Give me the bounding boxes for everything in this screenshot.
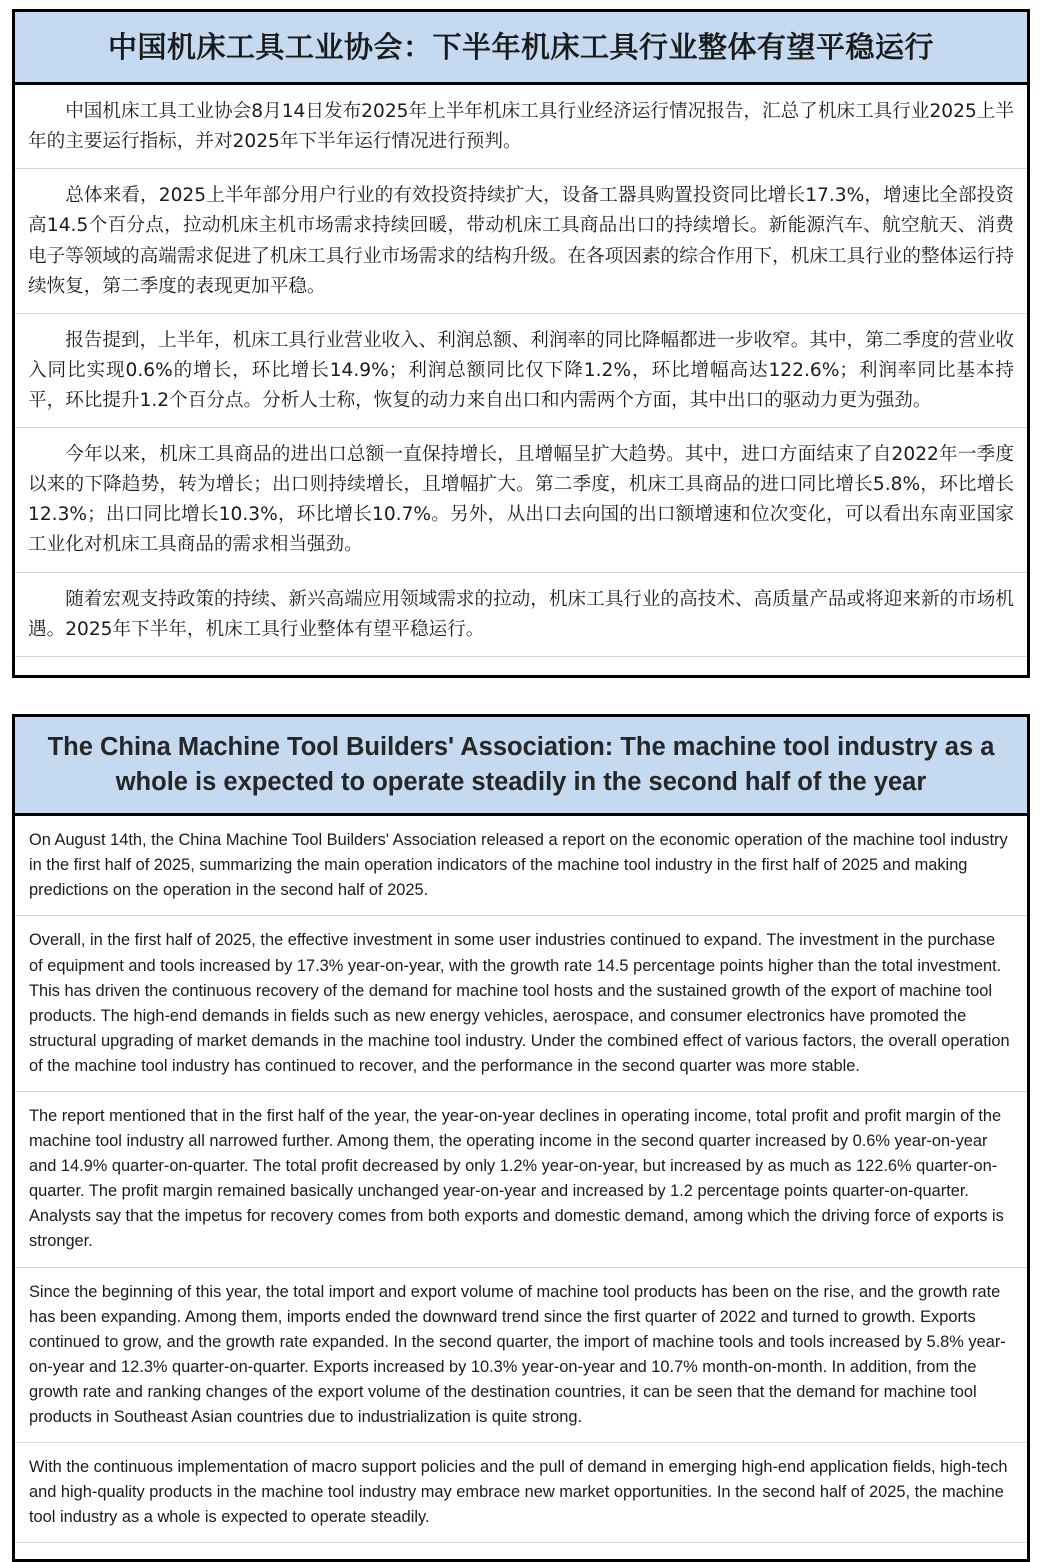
english-paragraph: The report mentioned that in the first half of the year, the year-on-year declines in operating income, total profit and profit margin of the machine tool industry all narrowed further. Among them, the operating income in the second quarter increased by 0.6% year-on-year and 14.9% quarter-on-quarter. The total profit decreased by only 1.2% year-on-year, but increased by as much as 122.6% quarter-on-quarter. The profit margin remained basically unchanged year-on-year and increased by 1.2 percentage points quarter-on-quarter. Analysts say that the impetus for recovery comes from both exports and domestic demand, among which the driving force of exports is stronger. — [15, 1092, 1027, 1268]
english-paragraph: With the continuous implementation of macro support policies and the pull of demand in emerging high-end application fields, high-tech and high-quality products in the machine tool industry may embrace new market opportunities. In the second half of 2025, the machine tool industry as a whole is expected to operate steadily. — [15, 1443, 1027, 1543]
chinese-body-trailing-space — [15, 657, 1027, 675]
chinese-paragraph: 今年以来，机床工具商品的进出口总额一直保持增长，且增幅呈扩大趋势。其中，进口方面结束了自2022年一季度以来的下降趋势，转为增长；出口则持续增长，且增幅扩大。第二季度，机床工具商品的进口同比增长5.8%，环比增长12.3%；出口同比增长10.3%，环比增长10.7%。另外，从出口去向国的出口额增速和位次变化，可以看出东南亚国家工业化对机床工具商品的需求相当强劲。 — [15, 428, 1027, 572]
english-paragraph: On August 14th, the China Machine Tool Builders' Association released a report on the economic operation of the machine tool industry in the first half of 2025, summarizing the main operation indicators of the machine tool industry in the first half of 2025 and making predictions on the operation in the second half of 2025. — [15, 816, 1027, 916]
chinese-article-title: 中国机床工具工业协会：下半年机床工具行业整体有望平稳运行 — [15, 12, 1027, 85]
english-body-trailing-space — [15, 1543, 1027, 1559]
english-paragraph: Since the beginning of this year, the total import and export volume of machine tool products has been on the rise, and the growth rate has been expanding. Among them, imports ended the downward trend since the first quarter of 2022 and turned to growth. Exports continued to grow, and the growth rate expanded. In the second quarter, the import of machine tools and tools increased by 5.8% year-on-year and 12.3% quarter-on-quarter. Exports increased by 10.3% year-on-year and 10.7% month-on-month. In addition, from the growth rate and ranking changes of the export volume of the destination countries, it can be seen that the demand for machine tool products in Southeast Asian countries due to industrialization is quite strong. — [15, 1268, 1027, 1444]
english-article-table — [12, 714, 1030, 1562]
chinese-paragraph: 报告提到，上半年，机床工具行业营业收入、利润总额、利润率的同比降幅都进一步收窄。其中，第二季度的营业收入同比实现0.6%的增长，环比增长14.9%；利润总额同比仅下降1.2%，环比增幅高达122.6%；利润率同比基本持平，环比提升1.2个百分点。分析人士称，恢复的动力来自出口和内需两个方面，其中出口的驱动力更为强劲。 — [15, 314, 1027, 428]
english-paragraph: Overall, in the first half of 2025, the effective investment in some user industries continued to expand. The investment in the purchase of equipment and tools increased by 17.3% year-on-year, with the growth rate 14.5 percentage points higher than the total investment. This has driven the continuous recovery of the demand for machine tool hosts and the sustained growth of the export of machine tool products. The high-end demands in fields such as new energy vehicles, aerospace, and consumer electronics have promoted the structural upgrading of market demands in the machine tool industry. Under the combined effect of various factors, the overall operation of the machine tool industry has continued to recover, and the performance in the second quarter was more stable. — [15, 916, 1027, 1092]
chinese-paragraph: 随着宏观支持政策的持续、新兴高端应用领域需求的拉动，机床工具行业的高技术、高质量产品或将迎来新的市场机遇。2025年下半年，机床工具行业整体有望平稳运行。 — [15, 573, 1027, 657]
chinese-article-table — [12, 9, 1030, 678]
section-divider-gap — [12, 678, 1033, 714]
english-article-body — [15, 816, 1027, 1559]
chinese-article-body — [15, 85, 1027, 675]
chinese-paragraph: 总体来看，2025上半年部分用户行业的有效投资持续扩大，设备工器具购置投资同比增长17.3%，增速比全部投资高14.5个百分点，拉动机床主机市场需求持续回暖，带动机床工具商品出口的持续增长。新能源汽车、航空航天、消费电子等领域的高端需求促进了机床工具行业市场需求的结构升级。在各项因素的综合作用下，机床工具行业的整体运行持续恢复，第二季度的表现更加平稳。 — [15, 169, 1027, 313]
english-article-title: The China Machine Tool Builders' Association: The machine tool industry as a whole is expected to operate steadily in the second half of the year — [15, 717, 1027, 816]
chinese-paragraph: 中国机床工具工业协会8月14日发布2025年上半年机床工具行业经济运行情况报告，汇总了机床工具行业2025上半年的主要运行指标，并对2025年下半年运行情况进行预判。 — [15, 85, 1027, 169]
